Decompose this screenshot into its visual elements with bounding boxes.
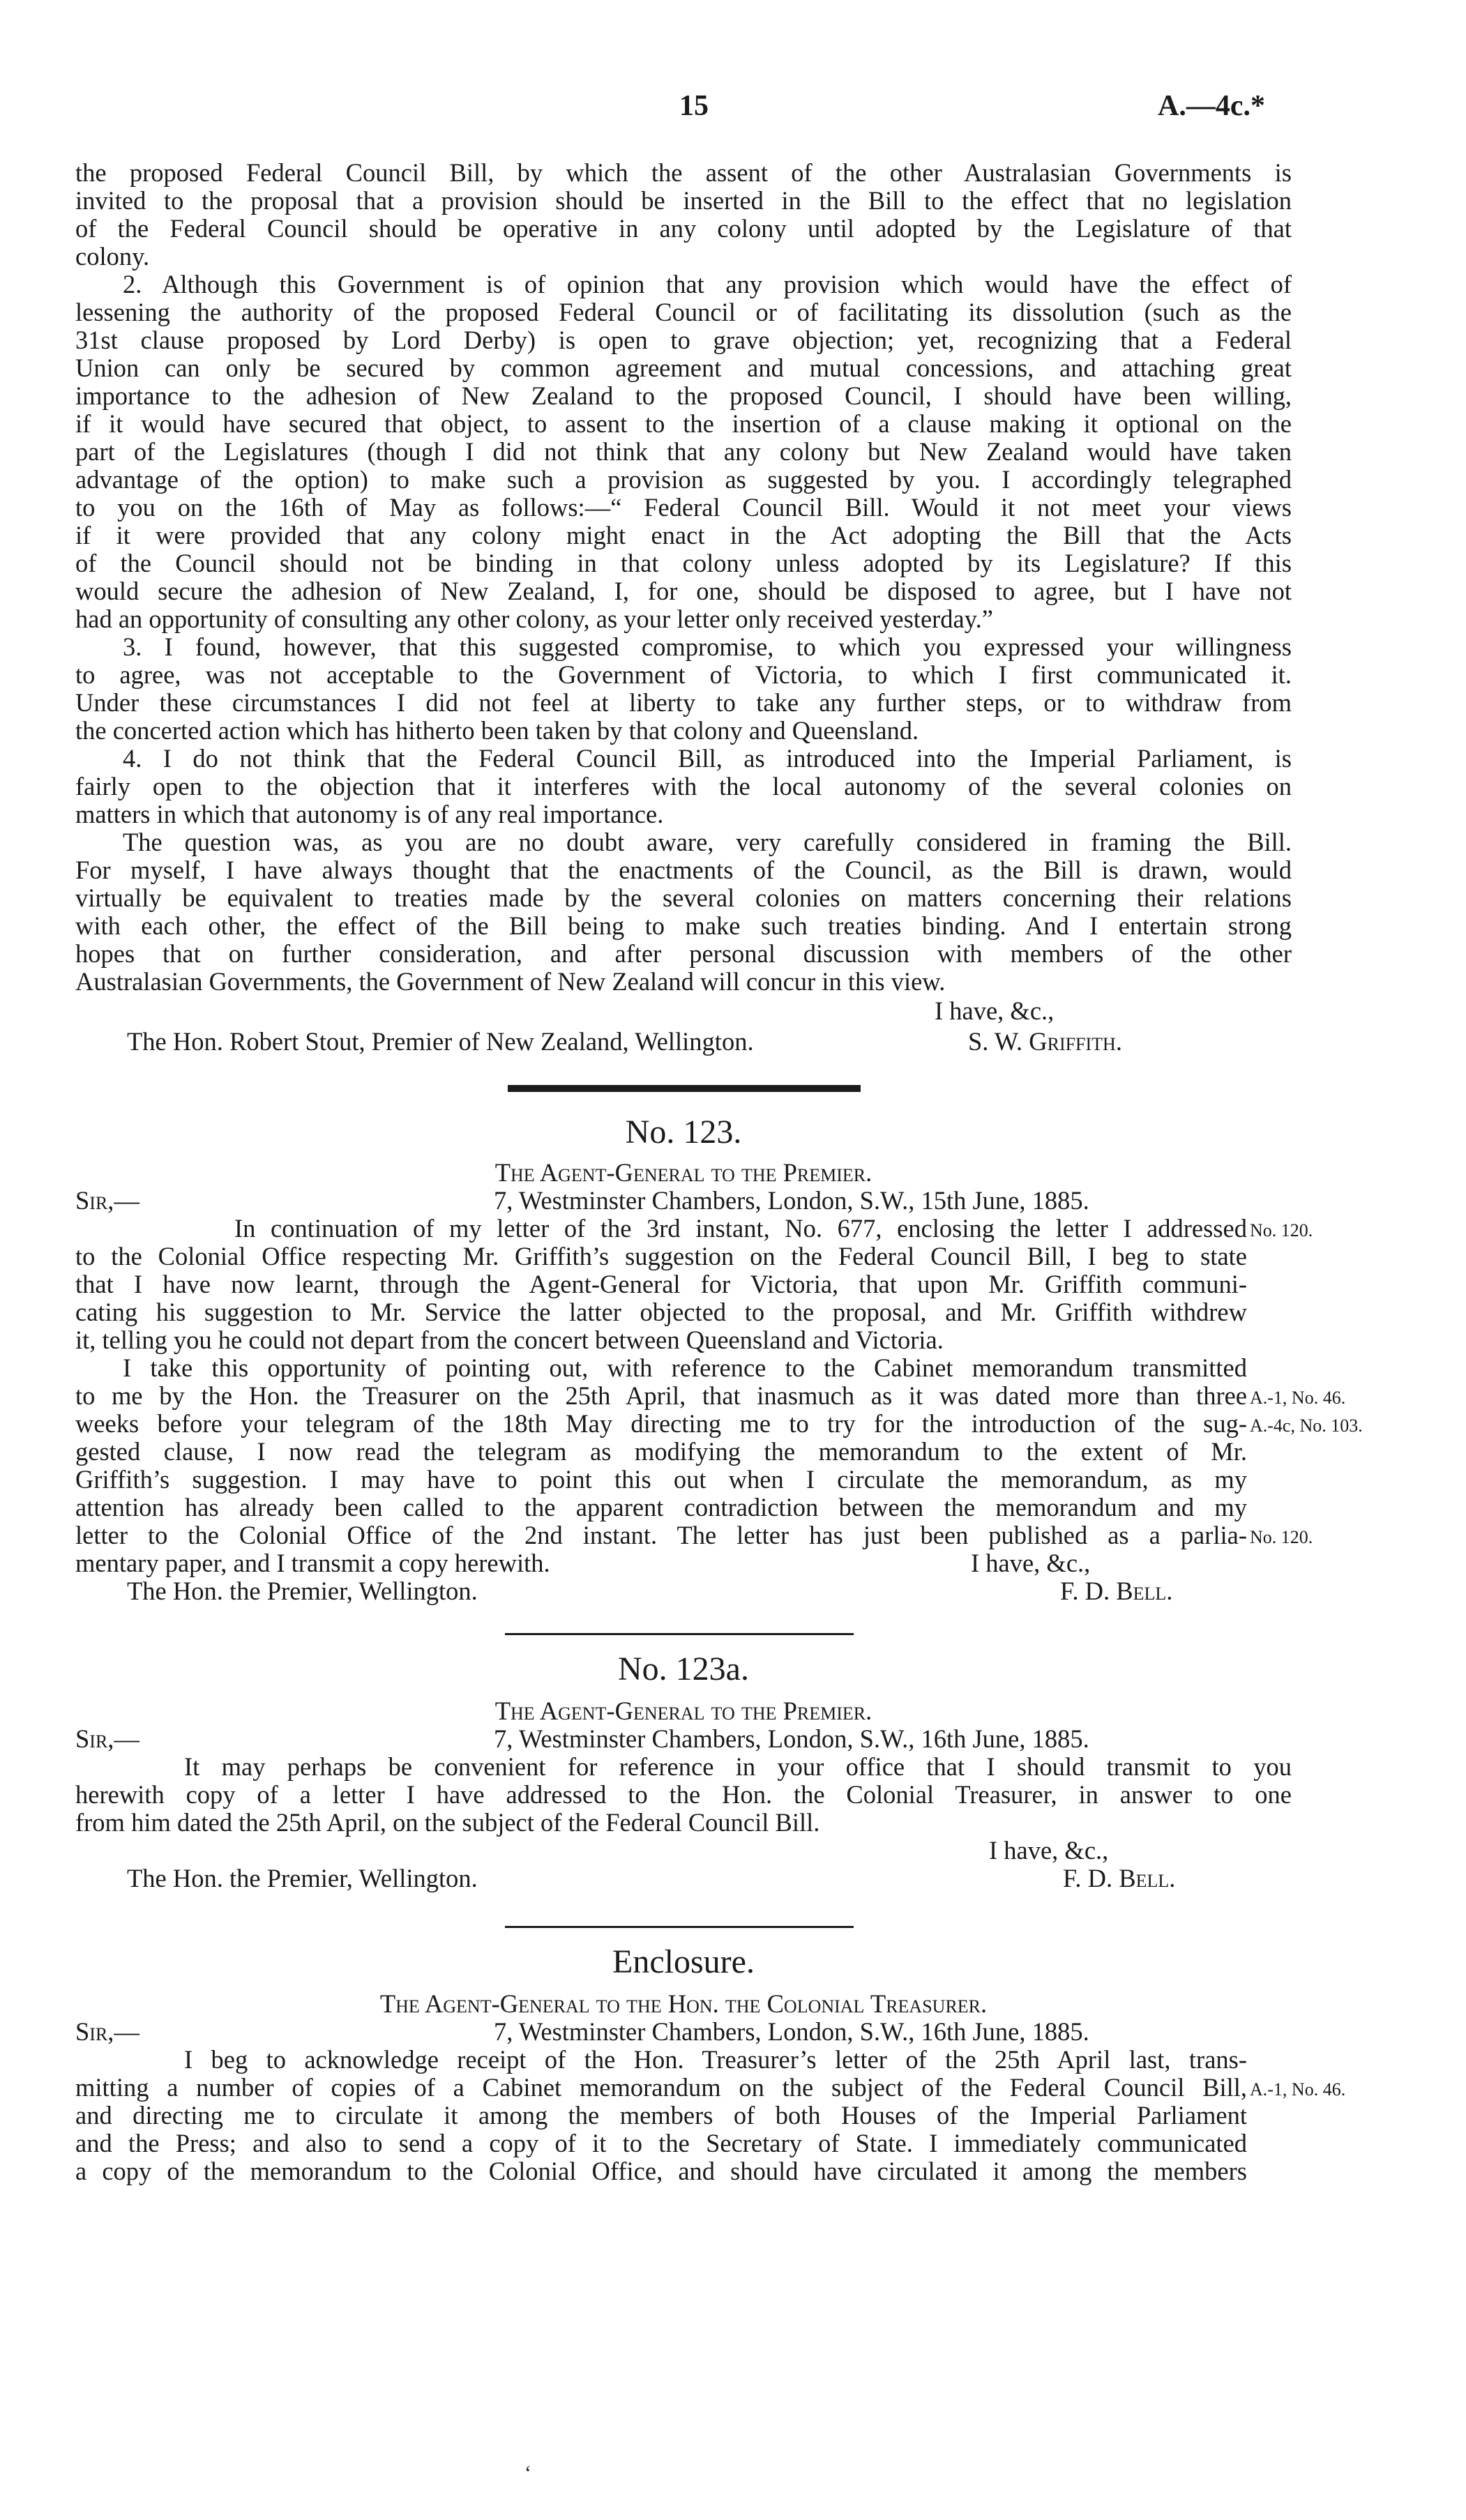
body-line: invited to the proposal that a provision should be inserted in the Bill to the effect that no legislation xyxy=(75,186,1292,215)
body-line: In continuation of my letter of the 3rd instant, No. 677, enclosing the letter I addressed xyxy=(234,1214,1247,1243)
body-line: had an opportunity of consulting any other colony, as your letter only received yesterday.” xyxy=(75,605,993,633)
body-line: advantage of the option) to make such a provision as suggested by you. I accordingly telegraphed xyxy=(75,465,1292,494)
margin-note: No. 120. xyxy=(1250,1527,1313,1547)
addressee: The Hon. the Premier, Wellington. xyxy=(127,1577,478,1605)
dateline: 7, Westminster Chambers, London, S.W., 16th June, 1885. xyxy=(494,2017,1089,2046)
body-line: and the Press; and also to send a copy of it to the Secretary of State. I immediately communicated xyxy=(75,2129,1247,2157)
body-line: lessening the authority of the proposed Federal Council or of facilitating its dissolution (such as the xyxy=(75,298,1292,326)
body-line: and directing me to circulate it among the members of both Houses of the Imperial Parliament xyxy=(75,2101,1247,2130)
closing: I have, &c., xyxy=(971,1549,1091,1577)
body-line: 4. I do not think that the Federal Council Bill, as introduced into the Imperial Parliament, is xyxy=(123,744,1292,773)
body-line: Australasian Governments, the Government of New Zealand will concur in this view. xyxy=(75,967,946,996)
body-line: with each other, the effect of the Bill being to make such treaties binding. And I entertain strong xyxy=(75,911,1292,940)
salutation: Sir,— xyxy=(75,1186,139,1215)
margin-note: No. 120. xyxy=(1250,1220,1313,1240)
body-line: to me by the Hon. the Treasurer on the 25th April, that inasmuch as it was dated more than three xyxy=(75,1381,1247,1410)
letter-subtitle: The Agent-General to the Premier. xyxy=(494,1158,872,1187)
section-divider xyxy=(508,1085,861,1092)
body-line: would secure the adhesion of New Zealand, I, for one, should be disposed to agree, but I have not xyxy=(75,577,1292,605)
body-line: a copy of the memorandum to the Colonial Office, and should have circulated it among the members xyxy=(75,2157,1247,2185)
body-line: it, telling you he could not depart from the concert between Queensland and Victoria. xyxy=(75,1326,944,1354)
body-line: It may perhaps be convenient for reference in your office that I should transmit to you xyxy=(184,1752,1292,1781)
body-line: matters in which that autonomy is of any real importance. xyxy=(75,800,664,828)
body-line: of the Federal Council should be operative in any colony until adopted by the Legislature of that xyxy=(75,214,1292,243)
body-line: 2. Although this Government is of opinion that any provision which would have the effect of xyxy=(123,270,1292,298)
body-line: colony. xyxy=(75,242,150,271)
body-line: attention has already been called to the apparent contradiction between the memorandum and my xyxy=(75,1493,1247,1521)
body-line: 31st clause proposed by Lord Derby) is open to grave objection; yet, recognizing that a Federal xyxy=(75,326,1292,354)
body-line: herewith copy of a letter I have addressed to the Hon. the Colonial Treasurer, in answer to one xyxy=(75,1780,1292,1809)
body-line: For myself, I have always thought that the enactments of the Council, as the Bill is drawn, would xyxy=(75,856,1292,884)
letter-subtitle: The Agent-General to the Premier. xyxy=(494,1697,872,1725)
body-line: to the Colonial Office respecting Mr. Griffith’s suggestion on the Federal Council Bill, I beg to state xyxy=(75,1242,1247,1270)
signature: F. D. Bell. xyxy=(1060,1577,1173,1605)
body-line: from him dated the 25th April, on the subject of the Federal Council Bill. xyxy=(75,1808,820,1837)
dateline: 7, Westminster Chambers, London, S.W., 16th June, 1885. xyxy=(494,1724,1089,1753)
body-line: of the Council should not be binding in that colony unless adopted by its Legislature? If this xyxy=(75,549,1292,577)
signature: F. D. Bell. xyxy=(1063,1864,1176,1892)
body-line: Under these circumstances I did not feel at liberty to take any further steps, or to withdraw from xyxy=(75,688,1292,717)
body-line: mentary paper, and I transmit a copy herewith. xyxy=(75,1549,550,1577)
body-line: cating his suggestion to Mr. Service the latter objected to the proposal, and Mr. Griffith withdrew xyxy=(75,1298,1247,1326)
body-line: the concerted action which has hitherto been taken by that colony and Queensland. xyxy=(75,716,919,745)
letter-number-title: No. 123a. xyxy=(618,1650,749,1687)
enclosure-subtitle: The Agent-General to the Hon. the Colonial Treasurer. xyxy=(379,1989,988,2018)
body-line: letter to the Colonial Office of the 2nd instant. The letter has just been published as a parlia- xyxy=(75,1521,1247,1549)
body-line: 3. I found, however, that this suggested compromise, to which you expressed your willingness xyxy=(123,632,1292,661)
body-line: Griffith’s suggestion. I may have to point this out when I circulate the memorandum, as my xyxy=(75,1465,1247,1494)
stray-mark: ʻ xyxy=(524,2461,531,2484)
letter-number-title: No. 123. xyxy=(625,1114,742,1151)
body-line: that I have now learnt, through the Agent-General for Victoria, that upon Mr. Griffith communi- xyxy=(75,1270,1247,1298)
body-line: to you on the 16th of May as follows:—“ Federal Council Bill. Would it not meet your views xyxy=(75,493,1292,522)
body-line: the proposed Federal Council Bill, by which the assent of the other Australasian Governments is xyxy=(75,158,1292,187)
body-line: if it would have secured that object, to assent to the insertion of a clause making it optional on the xyxy=(75,409,1292,438)
addressee: The Hon. the Premier, Wellington. xyxy=(127,1864,478,1892)
margin-note: A.-1, No. 46. xyxy=(1250,1388,1346,1408)
body-line: part of the Legislatures (though I did not think that any colony but New Zealand would have taken xyxy=(75,437,1292,466)
body-line: fairly open to the objection that it interferes with the local autonomy of the several colonies on xyxy=(75,772,1292,800)
body-line: I beg to acknowledge receipt of the Hon. Treasurer’s letter of the 25th April last, trans- xyxy=(184,2045,1247,2074)
enclosure-title: Enclosure. xyxy=(612,1943,755,1980)
body-line: weeks before your telegram of the 18th May directing me to try for the introduction of the sug- xyxy=(75,1409,1247,1438)
closing: I have, &c., xyxy=(935,996,1055,1025)
margin-note: A.-1, No. 46. xyxy=(1250,2079,1346,2100)
dateline: 7, Westminster Chambers, London, S.W., 15th June, 1885. xyxy=(494,1186,1089,1215)
salutation: Sir,— xyxy=(75,1724,139,1753)
body-line: mitting a number of copies of a Cabinet memorandum on the subject of the Federal Council Bill, xyxy=(75,2073,1247,2102)
body-line: Union can only be secured by common agreement and mutual concessions, and attaching great xyxy=(75,354,1292,382)
page-number: 15 xyxy=(679,90,709,122)
salutation: Sir,— xyxy=(75,2017,139,2046)
margin-note: A.-4c, No. 103. xyxy=(1250,1415,1363,1436)
paper-reference: A.—4c.* xyxy=(1158,90,1265,122)
body-line: The question was, as you are no doubt aware, very carefully considered in framing the Bill. xyxy=(123,828,1292,856)
body-line: to agree, was not acceptable to the Government of Victoria, to which I first communicated it. xyxy=(75,660,1292,689)
addressee: The Hon. Robert Stout, Premier of New Zealand, Wellington. xyxy=(127,1027,754,1056)
body-line: virtually be equivalent to treaties made by the several colonies on matters concerning their relations xyxy=(75,883,1292,912)
section-divider xyxy=(505,1926,854,1928)
signature: S. W. Griffith. xyxy=(968,1027,1122,1056)
body-line: hopes that on further consideration, and after personal discussion with members of the other xyxy=(75,939,1292,968)
body-line: if it were provided that any colony might enact in the Act adopting the Bill that the Acts xyxy=(75,521,1292,549)
body-line: I take this opportunity of pointing out, with reference to the Cabinet memorandum transmitted xyxy=(123,1353,1247,1382)
body-line: importance to the adhesion of New Zealand to the proposed Council, I should have been willing, xyxy=(75,381,1292,410)
closing: I have, &c., xyxy=(989,1836,1109,1865)
body-line: gested clause, I now read the telegram as modifying the memorandum to the extent of Mr. xyxy=(75,1437,1247,1466)
section-divider xyxy=(505,1633,854,1635)
